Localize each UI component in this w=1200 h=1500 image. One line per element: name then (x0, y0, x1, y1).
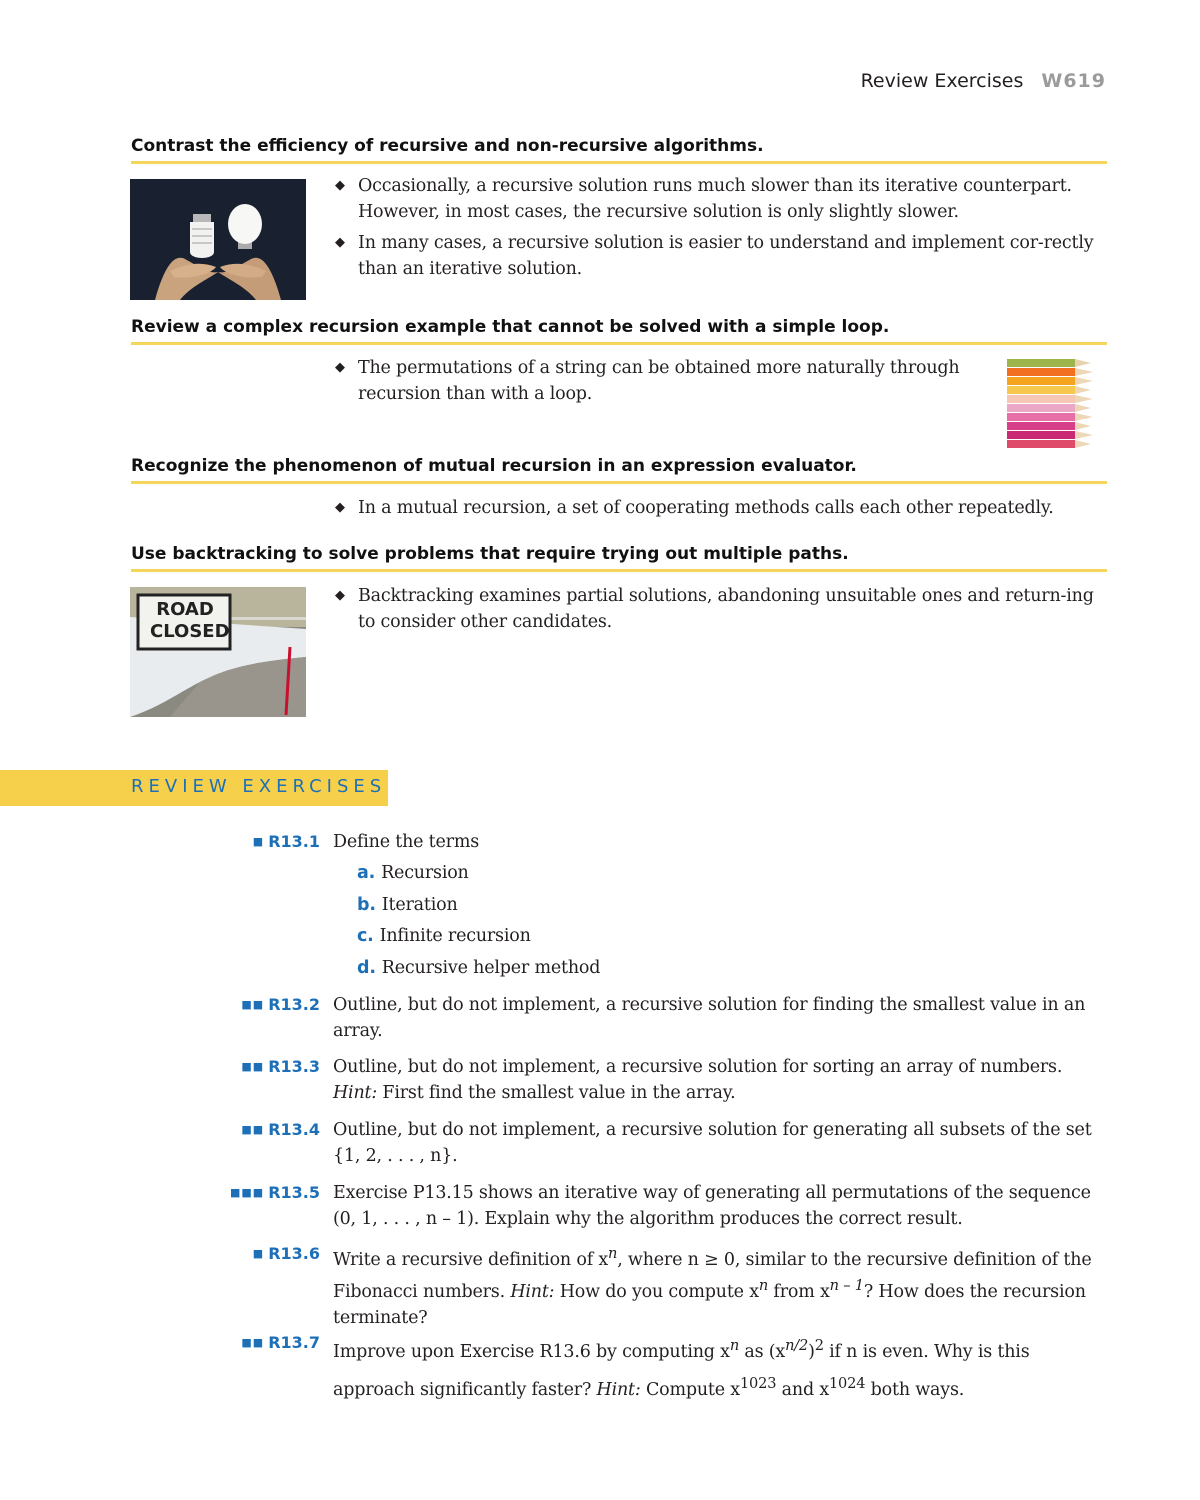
difficulty-icon: ■■ (241, 998, 265, 1011)
exercise-number: ■■ R13.4 (241, 1120, 320, 1139)
section-banner (0, 770, 388, 806)
difficulty-icon: ■■■ (230, 1186, 265, 1199)
difficulty-icon: ■ (252, 1247, 265, 1260)
exercise-text: Outline, but do not implement, a recursive solution for sorting an array of numbers. Hint: First find the smallest value in the array. (333, 1057, 1063, 1103)
exercise-number: ■■ R13.7 (241, 1333, 320, 1352)
running-head-title: Review Exercises (860, 70, 1024, 92)
objective-bullets (333, 495, 1108, 526)
sub-item: c. Infinite recursion (357, 926, 531, 946)
road-sign-text: ROAD CLOSED (150, 599, 230, 642)
hint-label: Hint: (596, 1379, 641, 1400)
exercise-text: Outline, but do not implement, a recursive solution for generating all subsets of the set {1, 2, . . . , n}. (333, 1120, 1092, 1166)
objective-heading: Contrast the efficiency of recursive and non-recursive algorithms. (131, 136, 1107, 164)
hint-label: Hint: (333, 1083, 378, 1103)
bullet-icon: ◆ (335, 178, 345, 193)
exercise-text: Define the terms a. Recursion b. Iteration c. Infinite recursion d. Recursive helper method (333, 829, 1103, 986)
exercise-number: ■ R13.1 (252, 832, 320, 851)
objective-bullets (333, 583, 1108, 640)
running-head (861, 70, 1106, 92)
exercise-text: Exercise P13.15 shows an iterative way of generating all permutations of the sequence (0, 1, . . . , n – 1). Explain why the algorithm produces the correct result. (333, 1183, 1091, 1229)
bullet-icon: ◆ (335, 235, 345, 250)
light-bulbs-photo (130, 179, 306, 300)
hint-label: Hint: (510, 1281, 555, 1302)
difficulty-icon: ■■ (241, 1123, 265, 1136)
exercise-number: ■■ R13.3 (241, 1057, 320, 1076)
objective-heading: Review a complex recursion example that cannot be solved with a simple loop. (131, 317, 1107, 345)
road-closed-photo (130, 587, 306, 717)
bullet-item: ◆ The permutations of a string can be obtained more naturally through recursion than with a loop. (333, 355, 993, 407)
exercise-text: Improve upon Exercise R13.6 by computing $x^n$ as $(x^{n/2})^2$ if n is even. Why is this approach significantly faster? Hint: Compute $x^{1023}$ and $x^{1024}$ both ways. (333, 1337, 1030, 1400)
bullet-icon: ◆ (335, 500, 345, 515)
sub-item: b. Iteration (357, 894, 458, 915)
colored-pencils-photo (1007, 357, 1099, 452)
bullet-item: ◆ Backtracking examines partial solutions, abandoning unsuitable ones and return-ing to consider other candidates. (333, 583, 1108, 635)
bullet-item: ◆ In a mutual recursion, a set of cooperating methods calls each other repeatedly. (333, 495, 1108, 521)
sub-list (357, 860, 1103, 981)
bullet-item: ◆ Occasionally, a recursive solution runs much slower than its iterative counterpart. However, in most cases, the recursive solution is only slightly slower. (333, 173, 1108, 225)
sub-item: a. Recursion (357, 863, 469, 883)
exercise-number: ■ R13.6 (252, 1244, 320, 1263)
sub-item: d. Recursive helper method (357, 957, 601, 978)
exercise-text: Write a recursive definition of $x^n$, where n ≥ 0, similar to the recursive definition of the Fibonacci numbers. Hint: How do you compute $x^n$ from $x^{n - 1}$? How does the recursion terminate? (333, 1245, 1092, 1328)
bullet-item: ◆ In many cases, a recursive solution is easier to understand and implement cor-rectly than an iterative solution. (333, 230, 1108, 282)
difficulty-icon: ■ (252, 835, 265, 848)
objective-heading: Recognize the phenomenon of mutual recursion in an expression evaluator. (131, 456, 1107, 484)
exercise-number: ■■ R13.2 (241, 995, 320, 1014)
section-title: REVIEW EXERCISES (131, 776, 387, 797)
difficulty-icon: ■■ (241, 1060, 265, 1073)
objective-heading: Use backtracking to solve problems that require trying out multiple paths. (131, 544, 1107, 572)
bullet-icon: ◆ (335, 360, 345, 375)
page-number: W619 (1041, 70, 1106, 92)
exercise-text: Outline, but do not implement, a recursive solution for finding the smallest value in an array. (333, 995, 1086, 1041)
objective-bullets (333, 173, 1108, 287)
bullet-icon: ◆ (335, 588, 345, 603)
objective-bullets (333, 355, 993, 412)
exercise-number: ■■■ R13.5 (230, 1183, 320, 1202)
difficulty-icon: ■■ (241, 1336, 265, 1349)
